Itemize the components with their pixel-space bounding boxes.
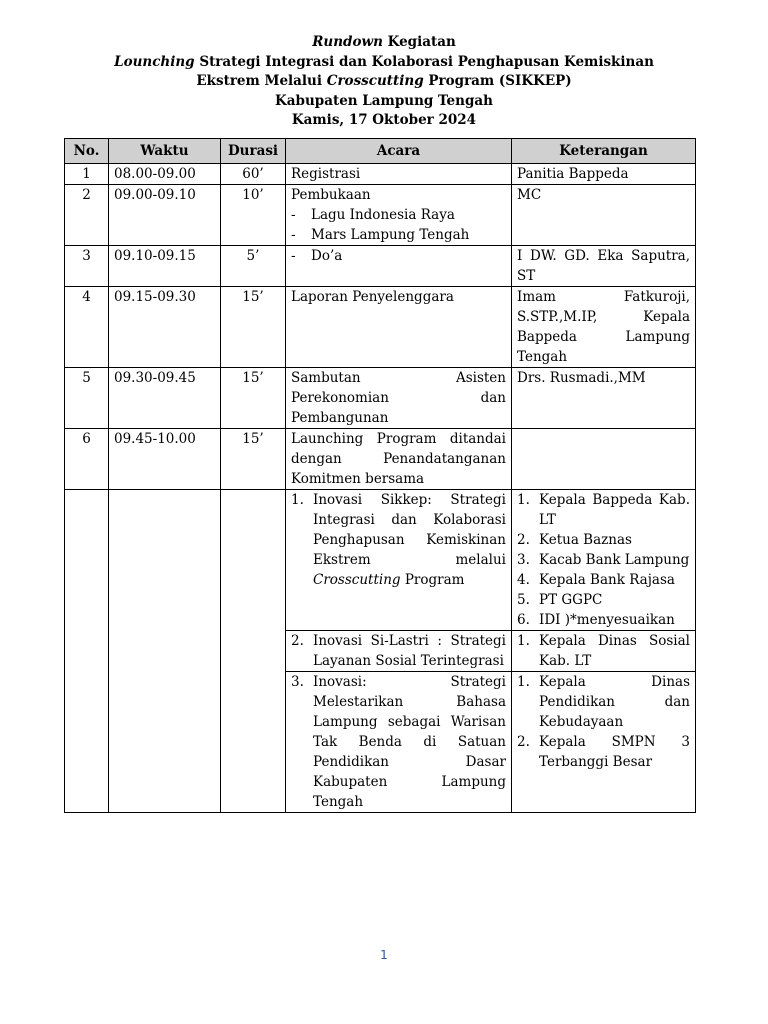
acara-subitem: - Mars Lampung Tengah — [291, 227, 470, 243]
title-line-2: Lounching Strategi Integrasi dan Kolaborasi Penghapusan Kemiskinan — [114, 53, 654, 70]
cell-waktu: 09.15-09.30 — [109, 287, 221, 368]
cell-durasi: 60’ — [221, 164, 286, 185]
cell-keterangan: Imam Fatkuroji, S.STP.,M.IP, Kepala Bappeda Lampung Tengah — [512, 287, 696, 368]
header-acara: Acara — [286, 139, 512, 164]
cell-waktu: 09.00-09.10 — [109, 185, 221, 246]
cell-keterangan — [512, 672, 696, 813]
title-line-3: Ekstrem Melalui Crosscutting Program (SIKKEP) — [196, 73, 572, 89]
cell-no-empty — [65, 490, 109, 813]
title-line-1: Rundown Kegiatan — [312, 34, 456, 50]
inovasi-item: 1. Inovasi Sikkep: Strategi Integrasi dan Kolaborasi Penghapusan Kemiskinan Ekstrem melalui Crosscutting Program — [291, 492, 506, 588]
header-durasi: Durasi — [221, 139, 286, 164]
cell-keterangan — [512, 631, 696, 672]
cell-durasi: 5’ — [221, 246, 286, 287]
acara-title: Pembukaan — [291, 187, 371, 203]
table-header-row — [65, 139, 696, 164]
cell-durasi: 15’ — [221, 368, 286, 429]
document-title — [0, 33, 768, 131]
inovasi-item: 3. Inovasi: Strategi Melestarikan Bahasa Lampung sebagai Warisan Tak Benda di Satuan Pendidikan Dasar Kabupaten Lampung Tengah — [291, 674, 506, 810]
acara-subitem: - Lagu Indonesia Raya — [291, 207, 455, 223]
keterangan-item: 5. PT GGPC — [517, 592, 603, 608]
cell-waktu-empty — [109, 490, 221, 813]
cell-no: 2 — [65, 185, 109, 246]
cell-acara: Registrasi — [286, 164, 512, 185]
cell-keterangan: Panitia Bappeda — [512, 164, 696, 185]
keterangan-item: 4. Kepala Bank Rajasa — [517, 572, 675, 588]
cell-durasi: 15’ — [221, 429, 286, 490]
keterangan-item: 1. Kepala Dinas Sosial Kab. LT — [517, 633, 690, 669]
table-row — [65, 246, 696, 287]
table-row — [65, 287, 696, 368]
acara-subitem: - Do’a — [291, 248, 343, 264]
cell-waktu: 08.00-09.00 — [109, 164, 221, 185]
keterangan-item: 2. Kepala SMPN 3 Terbanggi Besar — [517, 734, 690, 770]
table-row — [65, 368, 696, 429]
page-number: 1 — [380, 948, 388, 962]
cell-no: 5 — [65, 368, 109, 429]
cell-acara: Launching Program ditandai dengan Penandatanganan Komitmen bersama — [286, 429, 512, 490]
cell-waktu: 09.45-10.00 — [109, 429, 221, 490]
header-waktu: Waktu — [109, 139, 221, 164]
table-row — [65, 490, 696, 631]
header-keterangan: Keterangan — [512, 139, 696, 164]
cell-waktu: 09.10-09.15 — [109, 246, 221, 287]
keterangan-item: 2. Ketua Baznas — [517, 532, 632, 548]
table-row — [65, 429, 696, 490]
cell-keterangan — [512, 490, 696, 631]
cell-keterangan: MC — [512, 185, 696, 246]
inovasi-item: 2. Inovasi Si-Lastri : Strategi Layanan Sosial Terintegrasi — [291, 633, 506, 669]
keterangan-item: 1. Kepala Dinas Pendidikan dan Kebudayaan — [517, 674, 690, 730]
title-line-4: Kabupaten Lampung Tengah — [275, 92, 493, 109]
cell-acara: Laporan Penyelenggara — [286, 287, 512, 368]
title-line-5: Kamis, 17 Oktober 2024 — [291, 112, 477, 128]
cell-no: 1 — [65, 164, 109, 185]
cell-durasi-empty — [221, 490, 286, 813]
header-no: No. — [65, 139, 109, 164]
cell-no: 6 — [65, 429, 109, 490]
cell-keterangan — [512, 429, 696, 490]
cell-durasi: 15’ — [221, 287, 286, 368]
cell-keterangan: Drs. Rusmadi.,MM — [512, 368, 696, 429]
cell-no: 3 — [65, 246, 109, 287]
table-row — [65, 164, 696, 185]
keterangan-item: 1. Kepala Bappeda Kab. LT — [517, 492, 690, 528]
cell-waktu: 09.30-09.45 — [109, 368, 221, 429]
cell-inovasi — [286, 631, 512, 672]
rundown-table — [64, 138, 696, 813]
cell-acara — [286, 185, 512, 246]
cell-no: 4 — [65, 287, 109, 368]
cell-durasi: 10’ — [221, 185, 286, 246]
table-row — [65, 185, 696, 246]
keterangan-item: 6. IDI )*menyesuaikan — [517, 612, 675, 628]
cell-inovasi — [286, 672, 512, 813]
cell-acara: Sambutan Asisten Perekonomian dan Pembangunan — [286, 368, 512, 429]
keterangan-item: 3. Kacab Bank Lampung — [517, 552, 690, 568]
cell-keterangan: I DW. GD. Eka Saputra, ST — [512, 246, 696, 287]
cell-acara — [286, 246, 512, 287]
cell-inovasi — [286, 490, 512, 631]
